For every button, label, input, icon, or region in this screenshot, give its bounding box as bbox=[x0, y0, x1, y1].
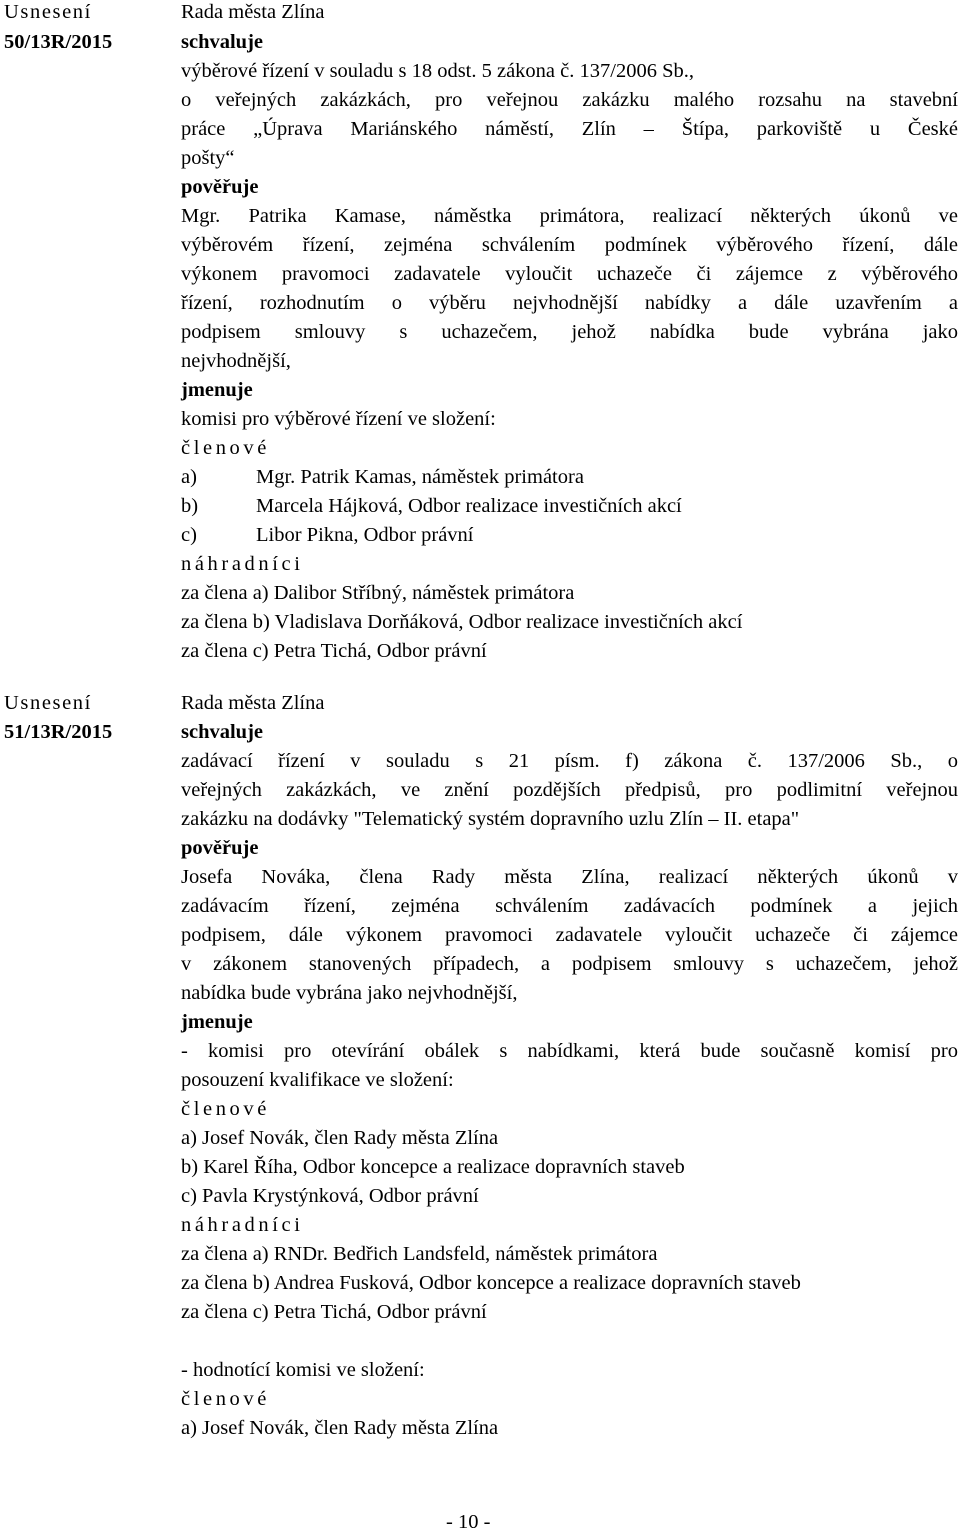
substitute-item: za člena b) Andrea Fusková, Odbor koncepce a realizace dopravních staveb bbox=[181, 1272, 801, 1294]
text-line: výběrovém řízení, zejména schválením podmínek výběrového řízení, dále bbox=[181, 234, 958, 256]
members-heading: členové bbox=[181, 1098, 270, 1120]
text-line: nabídka bude vybrána jako nejvhodnější, bbox=[181, 982, 518, 1004]
verb-approves: schvaluje bbox=[181, 721, 263, 743]
resolution-title: Usnesení bbox=[4, 1, 92, 23]
verb-appoints: jmenuje bbox=[181, 379, 253, 401]
substitute-item: za člena b) Vladislava Dorňáková, Odbor realizace investičních akcí bbox=[181, 611, 743, 633]
text-line: zadávací řízení v souladu s 21 písm. f) zákona č. 137/2006 Sb., o bbox=[181, 750, 958, 772]
text-line: podpisem, dále výkonem pravomoci zadavatele vyloučit uchazeče či zájemce bbox=[181, 924, 958, 946]
verb-approves: schvaluje bbox=[181, 31, 263, 53]
member-item: a) Josef Novák, člen Rady města Zlína bbox=[181, 1127, 499, 1149]
verb-authorizes: pověřuje bbox=[181, 837, 259, 859]
substitutes-heading: náhradníci bbox=[181, 1214, 304, 1236]
member-item: Libor Pikna, Odbor právní bbox=[256, 524, 474, 546]
member-item: a) Josef Novák, člen Rady města Zlína bbox=[181, 1417, 499, 1439]
text-line: komisi pro výběrové řízení ve složení: bbox=[181, 408, 496, 430]
verb-appoints: jmenuje bbox=[181, 1011, 253, 1033]
verb-authorizes: pověřuje bbox=[181, 176, 259, 198]
council-name: Rada města Zlína bbox=[181, 692, 325, 714]
text-line: - hodnotící komisi ve složení: bbox=[181, 1359, 425, 1381]
text-line: podpisem smlouvy s uchazečem, jehož nabídka bude vybrána jako bbox=[181, 321, 958, 343]
substitute-item: za člena a) Dalibor Stříbný, náměstek primátora bbox=[181, 582, 575, 604]
council-name: Rada města Zlína bbox=[181, 1, 325, 23]
member-item: Mgr. Patrik Kamas, náměstek primátora bbox=[256, 466, 584, 488]
members-heading: členové bbox=[181, 437, 270, 459]
text-line: práce „Úprava Mariánského náměstí, Zlín – Štípa, parkoviště u České bbox=[181, 118, 958, 140]
text-line: - komisi pro otevírání obálek s nabídkami, která bude současně komisí pro bbox=[181, 1040, 958, 1062]
text-line: řízení, rozhodnutím o výběru nejvhodnější nabídky a dále uzavřením a bbox=[181, 292, 958, 314]
text-line: výběrové řízení v souladu s 18 odst. 5 zákona č. 137/2006 Sb., bbox=[181, 60, 694, 82]
text-line: Mgr. Patrika Kamase, náměstka primátora, realizací některých úkonů ve bbox=[181, 205, 958, 227]
text-line: zakázku na dodávky "Telematický systém dopravního uzlu Zlín – II. etapa" bbox=[181, 808, 800, 830]
substitute-item: za člena a) RNDr. Bedřich Landsfeld, náměstek primátora bbox=[181, 1243, 658, 1265]
text-line: nejvhodnější, bbox=[181, 350, 291, 372]
member-marker: c) bbox=[181, 524, 197, 546]
text-line: pošty“ bbox=[181, 147, 235, 169]
text-line: veřejných zakázkách, ve znění pozdějších předpisů, pro podlimitní veřejnou bbox=[181, 779, 958, 801]
page-number: - 10 - bbox=[446, 1511, 491, 1533]
resolution-number: 50/13R/2015 bbox=[4, 31, 113, 53]
text-line: výkonem pravomoci zadavatele vyloučit uchazeče či zájemce z výběrového bbox=[181, 263, 958, 285]
substitutes-heading: náhradníci bbox=[181, 553, 304, 575]
member-item: b) Karel Říha, Odbor koncepce a realizace dopravních staveb bbox=[181, 1156, 685, 1178]
member-marker: b) bbox=[181, 495, 199, 517]
text-line: zadávacím řízení, zejména schválením zadávacích podmínek a jejich bbox=[181, 895, 958, 917]
resolution-number: 51/13R/2015 bbox=[4, 721, 113, 743]
member-marker: a) bbox=[181, 466, 197, 488]
member-item: Marcela Hájková, Odbor realizace investičních akcí bbox=[256, 495, 682, 517]
resolution-title: Usnesení bbox=[4, 692, 92, 714]
text-line: Josefa Nováka, člena Rady města Zlína, realizací některých úkonů v bbox=[181, 866, 958, 888]
text-line: v zákonem stanovených případech, a podpisem smlouvy s uchazečem, jehož bbox=[181, 953, 958, 975]
members-heading: členové bbox=[181, 1388, 270, 1410]
substitute-item: za člena c) Petra Tichá, Odbor právní bbox=[181, 640, 487, 662]
member-item: c) Pavla Krystýnková, Odbor právní bbox=[181, 1185, 479, 1207]
text-line: o veřejných zakázkách, pro veřejnou zakázku malého rozsahu na stavební bbox=[181, 89, 958, 111]
substitute-item: za člena c) Petra Tichá, Odbor právní bbox=[181, 1301, 487, 1323]
text-line: posouzení kvalifikace ve složení: bbox=[181, 1069, 454, 1091]
